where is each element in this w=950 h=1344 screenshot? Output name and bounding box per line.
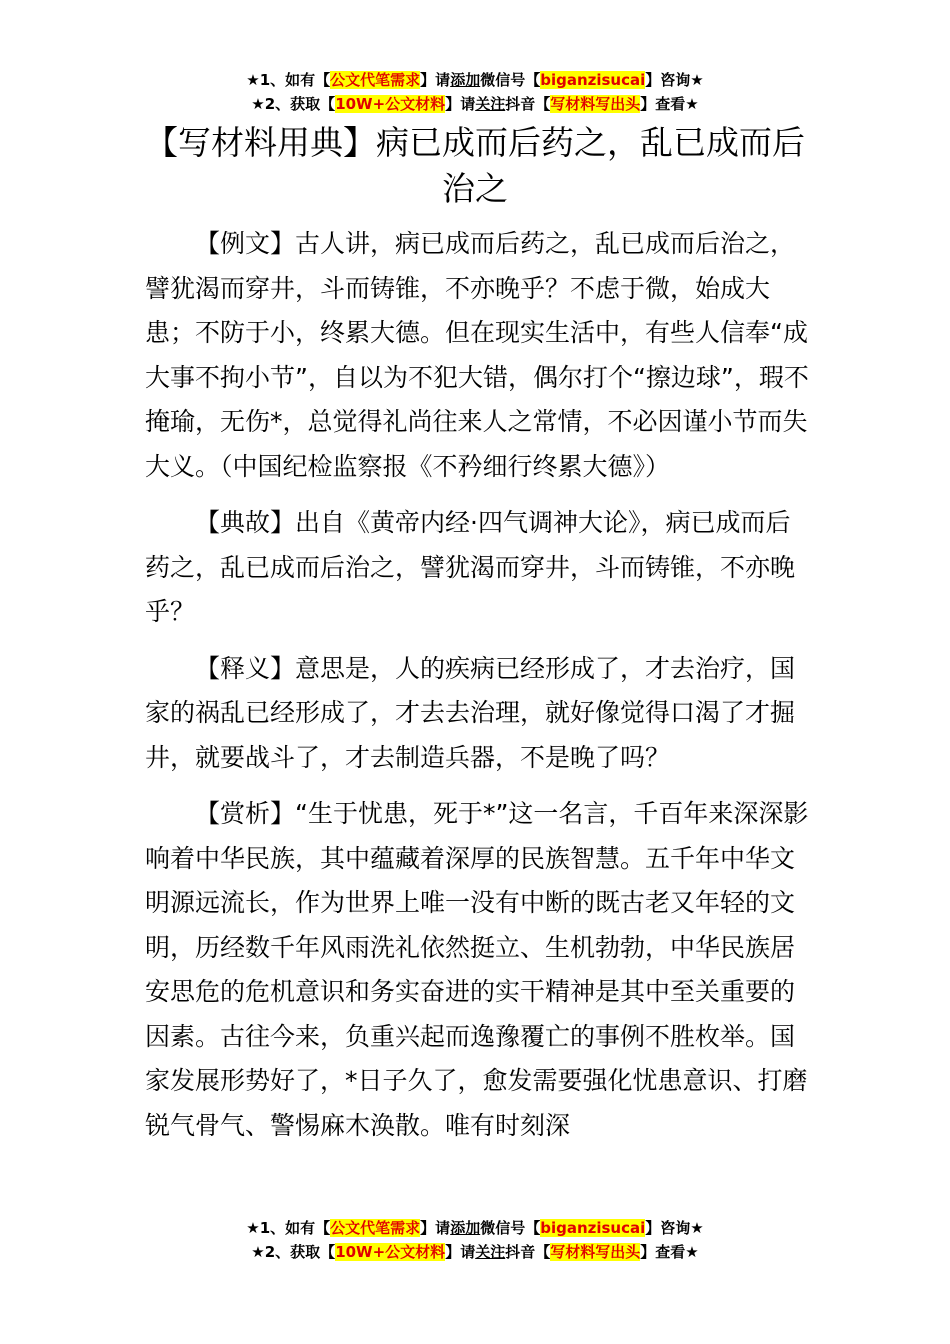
banner-underline: 添加 — [450, 1219, 481, 1237]
banner-text: 】查看★ — [640, 1243, 699, 1261]
banner-underline: 关注 — [475, 95, 506, 113]
banner-highlight: 公文代笔需求 — [330, 1219, 421, 1237]
paragraph-example: 【例文】古人讲，病已成而后药之，乱已成而后治之，譬犹渴而穿井，斗而铸锥，不亦晚乎？不虑于微，始成大患；不防于小，终累大德。但在现实生活中，有些人信奉“成大事不拘小节”，自以为不犯大错，偶尔打个“擦边球”，瑕不掩瑜，无伤*，总觉得礼尚往来人之常情，不必因谨小节而失大义。（中国纪检监察报《不矜细行终累大德》） — [145, 229, 809, 481]
banner-text: ★1、如有【 — [246, 71, 331, 89]
banner-highlight: 写材料写出头 — [550, 95, 641, 113]
banner-text: 】请 — [420, 1219, 451, 1237]
paragraph-analysis: 【赏析】“生于忧患，死于*”这一名言，千百年来深深影响着中华民族，其中蕴藏着深厚的民族智慧。五千年中华文明源远流长，作为世界上唯一没有中断的既古老又年轻的文明，历经数千年风雨洗礼依然挺立、生机勃勃，中华民族居安思危的危机意识和务实奋进的实干精神是其中至关重要的因素。古往今来，负重兴起而逸豫覆亡的事例不胜枚举。国家发展形势好了，*日子久了，愈发需要强化忧患意识、打磨锐气骨气、警惕麻木涣散。唯有时刻深 — [145, 799, 809, 1140]
banner-highlight: biganzisucai — [540, 1219, 646, 1237]
banner-text: 】请 — [420, 71, 451, 89]
banner-highlight: 写材料写出头 — [550, 1243, 641, 1261]
banner-text: 】请 — [445, 1243, 476, 1261]
banner-highlight: biganzisucai — [540, 71, 646, 89]
banner-line-2 — [0, 92, 950, 116]
banner-text: 微信号【 — [480, 71, 541, 89]
banner-line-1 — [0, 68, 950, 92]
banner-text: 抖音【 — [505, 1243, 551, 1261]
banner-underline: 添加 — [450, 71, 481, 89]
document-title: 【写材料用典】病已成而后药之，乱已成而后治之 — [145, 123, 805, 208]
footer-banner — [0, 1216, 950, 1264]
banner-text: 】咨询★ — [645, 1219, 704, 1237]
banner-text: 抖音【 — [505, 95, 551, 113]
banner-highlight: 10W+公文材料 — [335, 1243, 446, 1261]
banner-text: 】咨询★ — [645, 71, 704, 89]
banner-text: 微信号【 — [480, 1219, 541, 1237]
paragraph-allusion: 【典故】出自《黄帝内经·四气调神大论》，病已成而后药之，乱已成而后治之，譬犹渴而穿井，斗而铸锥，不亦晚乎？ — [145, 508, 796, 626]
banner-highlight: 10W+公文材料 — [335, 95, 446, 113]
document-body — [145, 222, 813, 1160]
paragraph-meaning: 【释义】意思是，人的疾病已经形成了，才去治疗，国家的祸乱已经形成了，才去去治理，就好像觉得口渴了才掘井，就要战斗了，才去制造兵器，不是晚了吗？ — [145, 653, 796, 772]
banner-text: ★1、如有【 — [246, 1219, 331, 1237]
banner-text: 】查看★ — [640, 95, 699, 113]
banner-text: ★2、获取【 — [251, 95, 336, 113]
banner-line-2 — [0, 1240, 950, 1264]
banner-line-1 — [0, 1216, 950, 1240]
banner-text: ★2、获取【 — [251, 1243, 336, 1261]
banner-highlight: 公文代笔需求 — [330, 71, 421, 89]
banner-text: 】请 — [445, 95, 476, 113]
header-banner — [0, 68, 950, 116]
banner-underline: 关注 — [475, 1243, 506, 1261]
